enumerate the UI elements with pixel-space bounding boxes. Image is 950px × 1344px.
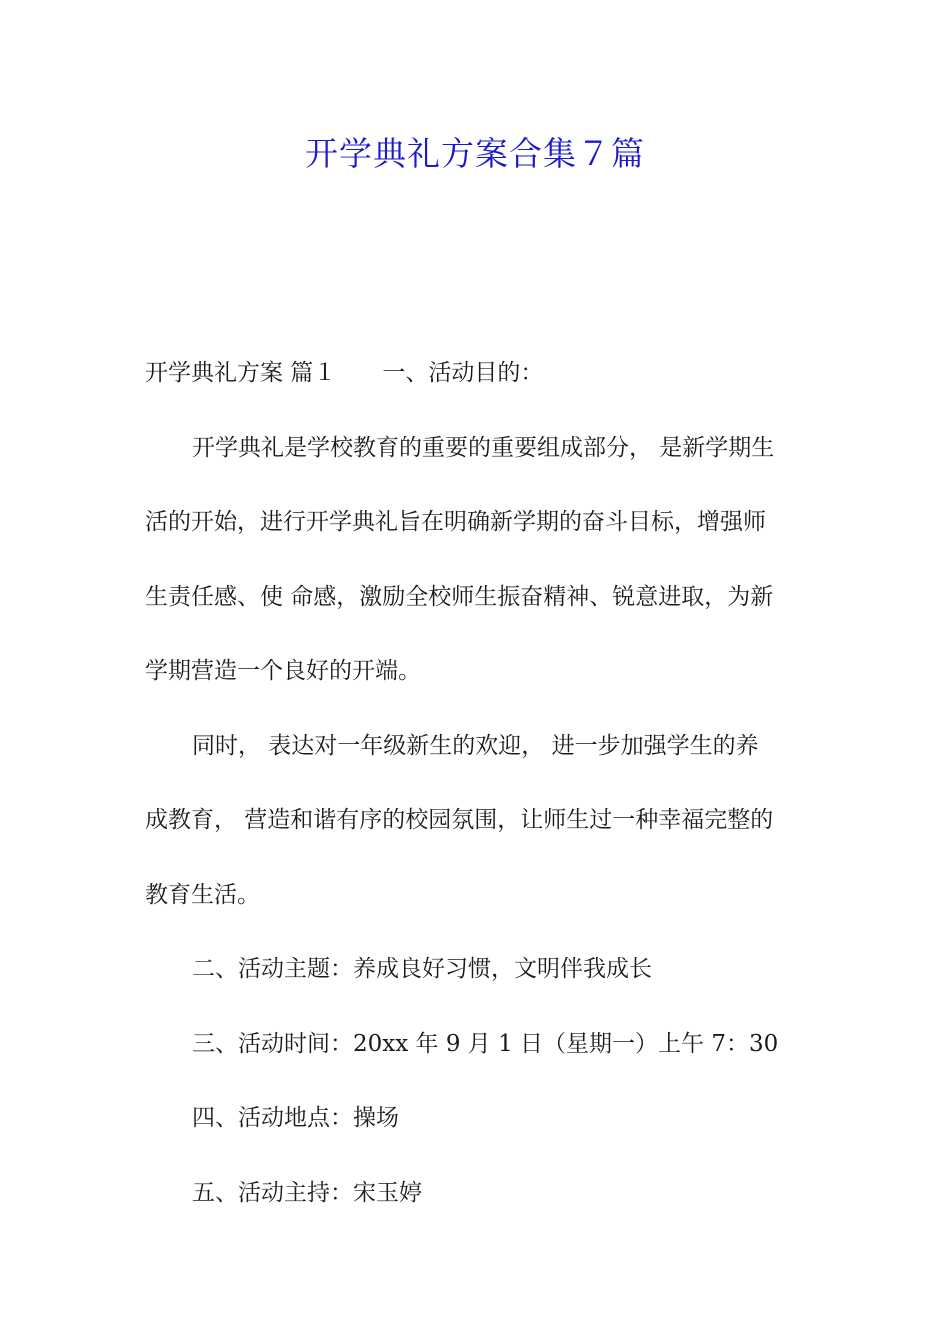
activity-purpose-label: 一、活动目的： xyxy=(382,360,544,386)
document-title: 开学典礼方案合集７篇 xyxy=(305,134,645,173)
paragraph-line: 活的开始，进行开学典礼旨在明确新学期的奋斗目标，增强师 xyxy=(145,509,766,535)
paragraph-line: 教育生活。 xyxy=(145,881,260,908)
activity-location: 四、活动地点：操场 xyxy=(192,1105,399,1131)
paragraph-line: 成教育， 营造和谐有序的校园氛围，让师生过一种幸福完整的 xyxy=(145,807,774,833)
paragraph-line: 生责任感、使 命感，激励全校师生振奋精神、锐意进取，为新 xyxy=(145,583,774,610)
activity-host: 五、活动主持：宋玉婷 xyxy=(192,1179,422,1206)
plan-heading: 开学典礼方案 篇１ xyxy=(145,360,337,386)
paragraph-line: 学期营造一个良好的开端。 xyxy=(145,658,421,684)
section-heading-line xyxy=(145,336,807,411)
paragraph-line: 开学典礼是学校教育的重要的重要组成部分， 是新学期生 xyxy=(192,434,775,461)
activity-theme: 二、活动主题：养成良好习惯，文明伴我成长 xyxy=(192,956,652,982)
paragraph-line: 同时， 表达对一年级新生的欢迎， 进一步加强学生的养 xyxy=(192,732,759,759)
activity-time: 三、活动时间：20xx 年 9 月 1 日（星期一）上午 7：30 xyxy=(192,1030,779,1057)
document-body xyxy=(145,336,807,1230)
